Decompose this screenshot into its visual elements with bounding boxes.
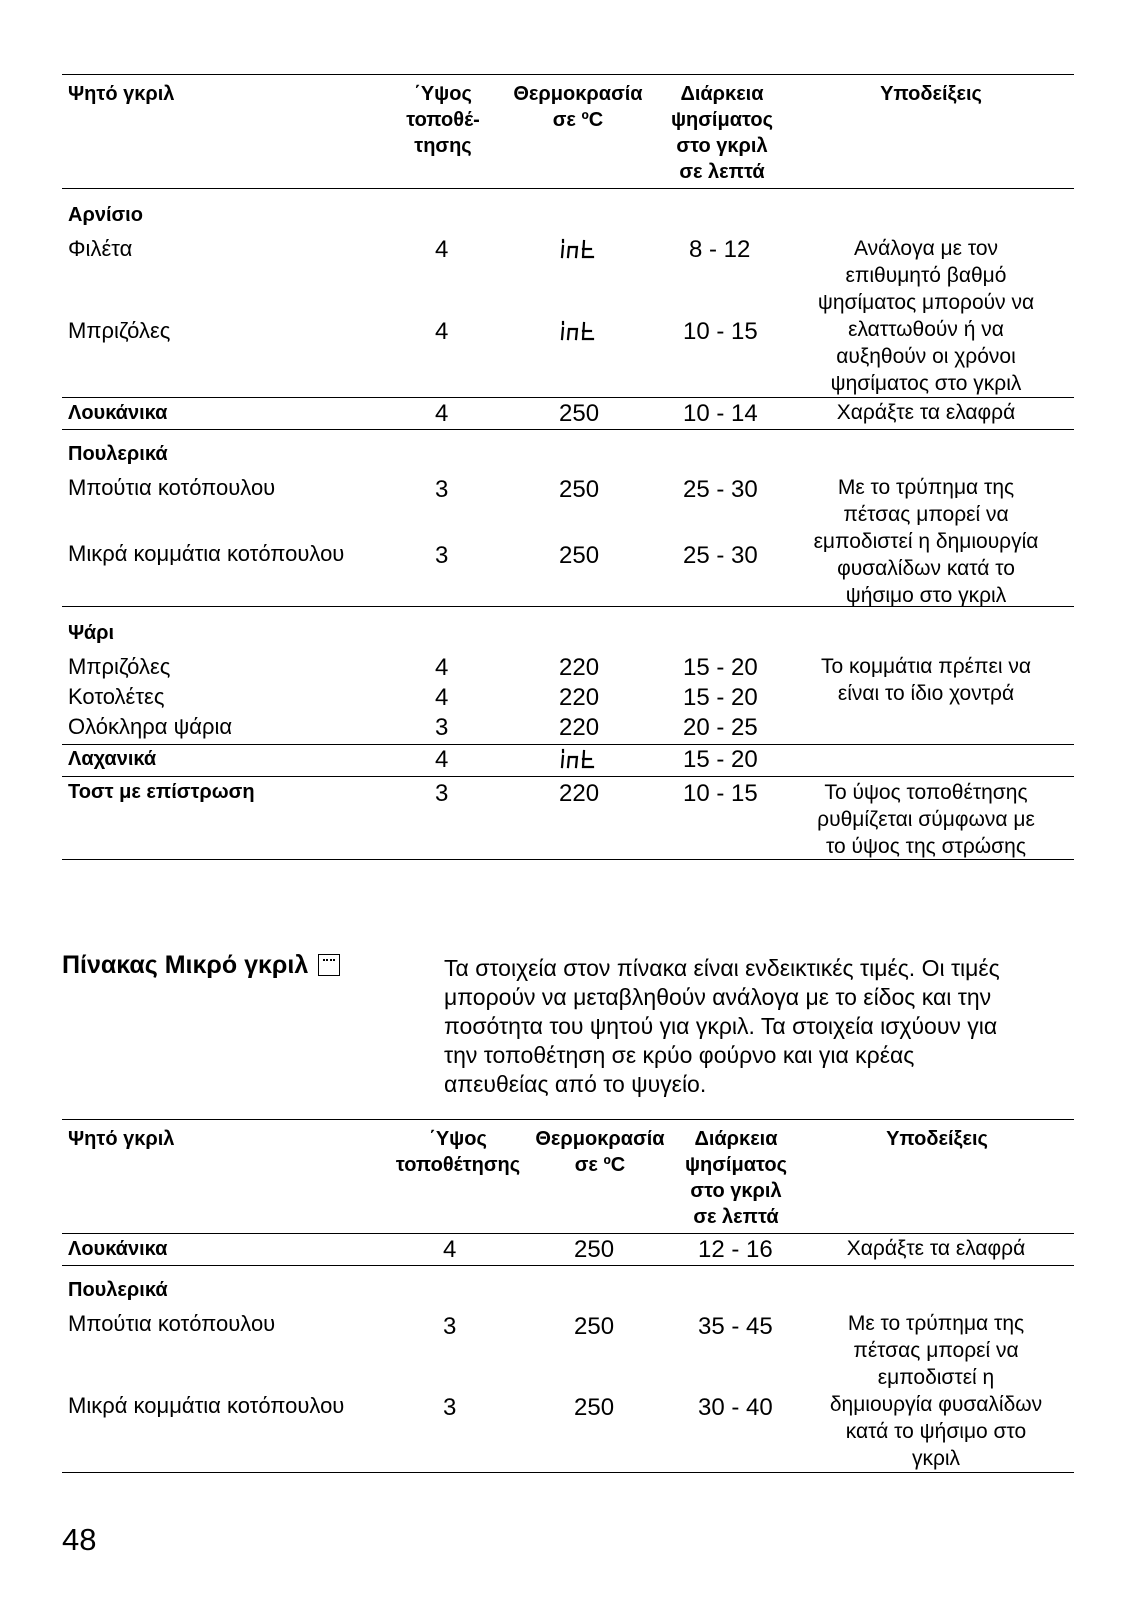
row-time: 25 - 30 [683, 476, 758, 503]
group-title: Πουλερικά [68, 443, 168, 465]
fish-note: Το κομμάτια πρέπει να είναι το ίδιο χοντρά [820, 655, 1032, 705]
group-title: Ψάρι [68, 622, 115, 644]
row-temp: 250 [559, 542, 600, 569]
row-temp: 250 [559, 476, 600, 503]
row-name: Κοτολέτες [68, 684, 165, 709]
int-symbol [560, 238, 596, 266]
sausages-row [62, 1234, 1074, 1266]
row-level: 4 [435, 654, 449, 681]
header-food: Ψητό γκριλ [68, 83, 175, 105]
header-notes: Υποδείξεις [880, 83, 982, 105]
row-time: 15 - 20 [683, 684, 758, 711]
small-grill-table [62, 1119, 1074, 1473]
vegetables-row [62, 745, 1074, 777]
header-time: Διάρκεια ψησίματος στο γκριλ σε λεπτά [684, 1128, 788, 1228]
row-time: 12 - 16 [698, 1236, 773, 1263]
row-name: Μπούτια κοτόπουλου [68, 1311, 276, 1336]
grill-table [62, 74, 1074, 860]
header-notes: Υποδείξεις [886, 1128, 988, 1150]
sausages-row [62, 398, 1074, 430]
row-time: 10 - 15 [683, 780, 758, 807]
row-time: 10 - 14 [683, 400, 758, 427]
row-level: 3 [435, 714, 449, 741]
row-time: 35 - 45 [698, 1313, 773, 1340]
poultry-group [62, 430, 1074, 607]
row-temp: 220 [559, 654, 600, 681]
row-level: 4 [435, 684, 449, 711]
row-name: Φιλέτα [68, 236, 133, 261]
header-level: ΄Υψος τοποθέτησης [395, 1128, 521, 1176]
header-level: ΄Υψος τοποθέ- τησης [406, 83, 480, 157]
header-temp: Θερμοκρασία σε ºC [535, 1128, 665, 1176]
row-level: 3 [435, 542, 449, 569]
lamb-note: Ανάλογα με τον επιθυμητό βαθμό ψησίματος μπορούν να ελαττωθούν ή να αυξηθούν οι χρόνοι ψησίματος στο γκριλ [817, 237, 1035, 395]
toast-note: Το ύψος τοποθέτησης ρυθμίζεται σύμφωνα με το ύψος της στρώσης [817, 781, 1035, 858]
table-header [62, 74, 1074, 189]
row-name: Τοστ με επίστρωση [68, 781, 255, 803]
int-symbol [560, 320, 596, 348]
row-name: Λαχανικά [68, 748, 157, 770]
group-title: Πουλερικά [68, 1279, 168, 1301]
poultry-note: Με το τρύπημα της πέτσας μπορεί να εμποδιστεί η δημιουργία φυσαλίδων κατά το ψήσιμο στο γκριλ [813, 476, 1039, 607]
row-time: 10 - 15 [683, 318, 758, 345]
row-name: Ολόκληρα ψάρια [68, 714, 233, 739]
header-time: Διάρκεια ψησίματος στο γκριλ σε λεπτά [670, 83, 774, 183]
row-level: 3 [443, 1313, 457, 1340]
row-name: Λουκάνικα [68, 1238, 168, 1260]
toast-row [62, 777, 1074, 860]
fish-group [62, 607, 1074, 745]
row-name: Μικρά κομμάτια κοτόπουλου [68, 541, 345, 566]
section-title: Πίνακας Μικρό γκριλ [62, 951, 340, 980]
row-name: Μπριζόλες [68, 654, 171, 679]
row-temp: 250 [574, 1313, 615, 1340]
int-icon [560, 748, 596, 770]
row-temp: 250 [574, 1394, 615, 1421]
row-time: 20 - 25 [683, 714, 758, 741]
row-level: 4 [435, 236, 449, 263]
row-level: 4 [435, 318, 449, 345]
header-temp: Θερμοκρασία σε ºC [513, 83, 643, 131]
lamb-group [62, 189, 1074, 398]
section-intro: Τα στοιχεία στον πίνακα είναι ενδεικτικές τιμές. Οι τιμές μπορούν να μεταβληθούν ανάλογα με το είδος και την ποσότητα του ψητού για γκριλ. Τα στοιχεία ισχύουν για την τοποθέτηση σε κρύο φούρνο και για κρέας απευθείας από το ψυγείο. [444, 955, 1000, 1097]
row-name: Μπούτια κοτόπουλου [68, 475, 276, 500]
row-level: 4 [435, 400, 449, 427]
table-header [62, 1119, 1074, 1234]
row-time: 8 - 12 [689, 236, 751, 263]
row-level: 3 [435, 476, 449, 503]
row-temp: 220 [559, 714, 600, 741]
row-note: Χαράξτε τα ελαφρά [836, 401, 1016, 424]
row-level: 3 [435, 780, 449, 807]
row-time: 15 - 20 [683, 654, 758, 681]
row-name: Μπριζόλες [68, 318, 171, 343]
row-temp: 220 [559, 780, 600, 807]
small-grill-icon [318, 954, 340, 976]
int-symbol [560, 748, 596, 776]
int-icon [560, 320, 596, 342]
row-level: 4 [443, 1236, 457, 1263]
row-level: 4 [435, 746, 449, 773]
group-title: Αρνίσιο [68, 204, 143, 226]
int-icon [560, 238, 596, 260]
row-name: Μικρά κομμάτια κοτόπουλου [68, 1393, 345, 1418]
row-name: Λουκάνικα [68, 402, 168, 424]
poultry-group [62, 1266, 1074, 1473]
row-time: 25 - 30 [683, 542, 758, 569]
page-number: 48 [62, 1522, 97, 1557]
row-note: Χαράξτε τα ελαφρά [846, 1237, 1026, 1260]
row-level: 3 [443, 1394, 457, 1421]
row-time: 30 - 40 [698, 1394, 773, 1421]
header-food: Ψητό γκριλ [68, 1128, 175, 1150]
poultry-note: Με το τρύπημα της πέτσας μπορεί να εμποδιστεί η δημιουργία φυσαλίδων κατά το ψήσιμο στο γκριλ [829, 1312, 1043, 1470]
row-temp: 250 [559, 400, 600, 427]
row-time: 15 - 20 [683, 746, 758, 773]
row-temp: 250 [574, 1236, 615, 1263]
row-temp: 220 [559, 684, 600, 711]
